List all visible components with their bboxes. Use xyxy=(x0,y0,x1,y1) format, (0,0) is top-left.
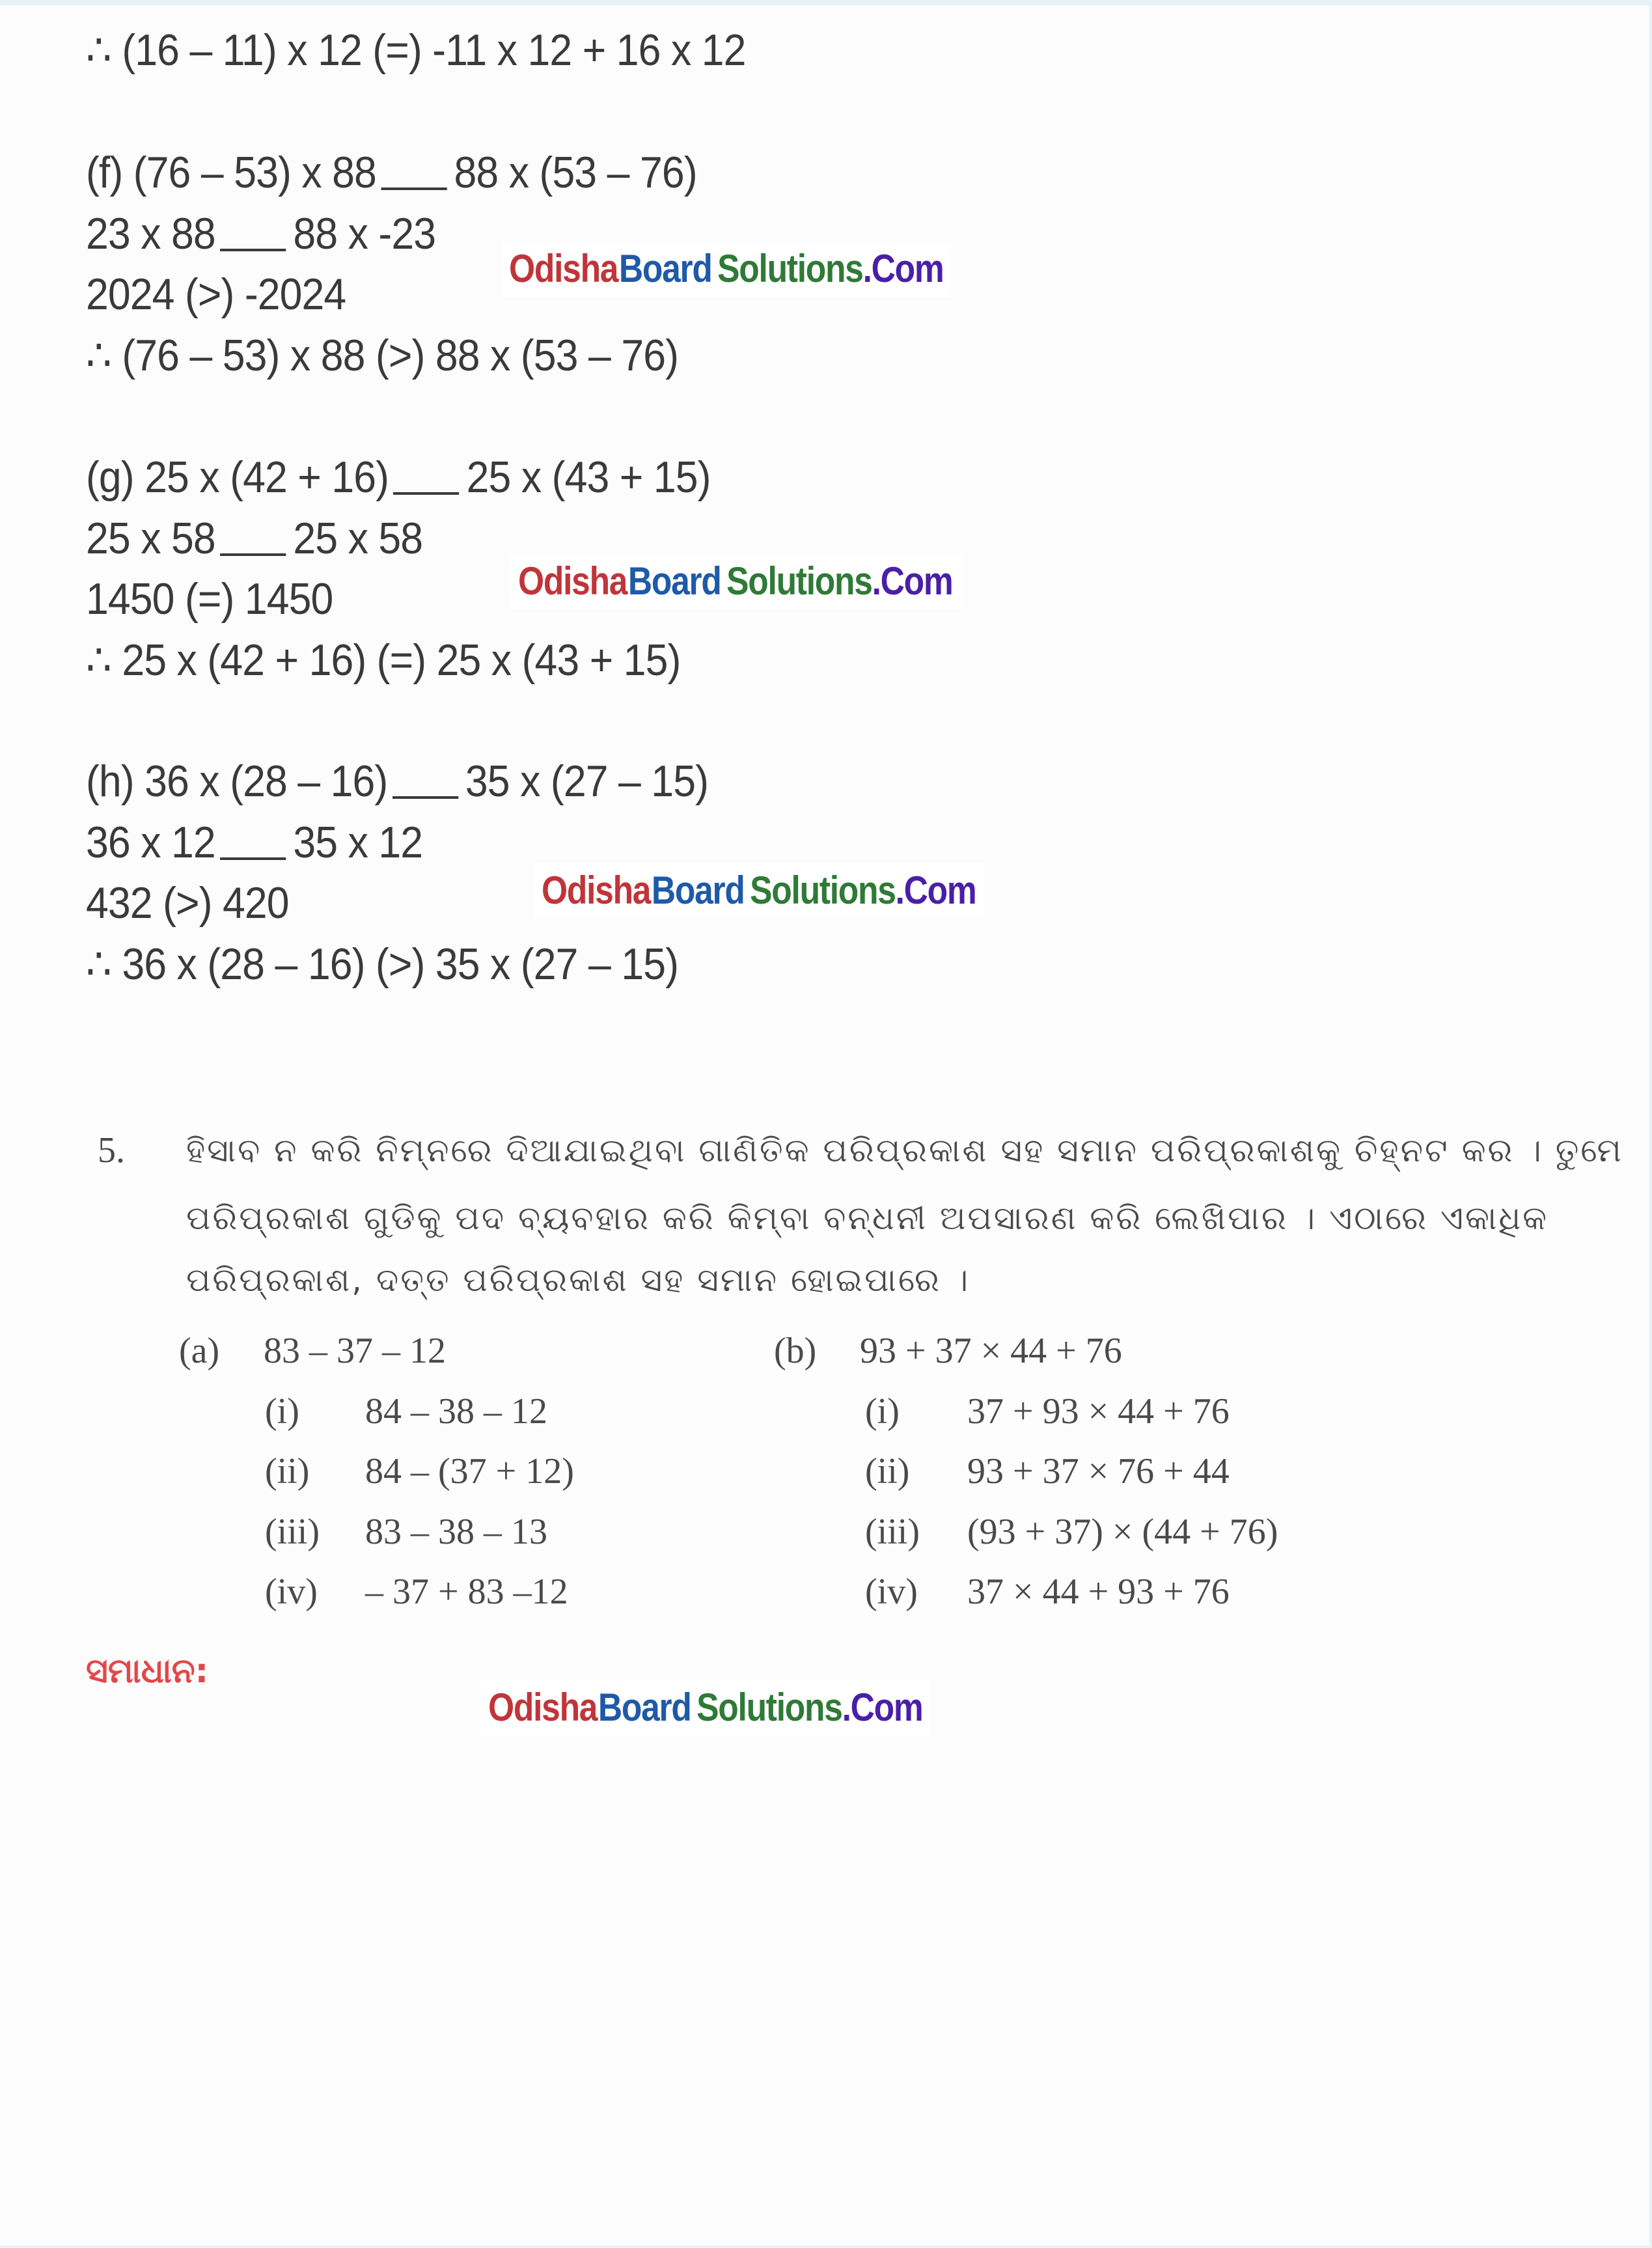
part-b-option-label: (iii) xyxy=(865,1512,920,1552)
part-b-option-value: 93 + 37 × 76 + 44 xyxy=(967,1451,1230,1492)
part-a-option-label: (ii) xyxy=(265,1451,310,1492)
part-b-option-value: (93 + 37) × (44 + 76) xyxy=(967,1512,1278,1552)
question-number: 5. xyxy=(98,1130,125,1171)
section-f-question-left: (f) (76 – 53) x 88 xyxy=(86,148,376,197)
part-a-option-label: (iii) xyxy=(265,1512,320,1552)
part-b-option-value: 37 + 93 × 44 + 76 xyxy=(967,1391,1230,1432)
section-h-conclusion: ∴ 36 x (28 – 16) (>) 35 x (27 – 15) xyxy=(86,939,678,989)
section-e-conclusion: ∴ (16 – 11) x 12 (=) -11 x 12 + 16 x 12 xyxy=(86,25,746,75)
part-b-option-label: (i) xyxy=(865,1391,900,1432)
section-g-step1 xyxy=(86,512,422,564)
solution-label: ସମାଧାନ: xyxy=(86,1652,209,1691)
section-f-step2: 2024 (>) -2024 xyxy=(86,270,346,319)
section-g-question-left: (g) 25 x (42 + 16) xyxy=(86,452,389,502)
section-f-step1 xyxy=(86,208,435,260)
part-a-label: (a) xyxy=(179,1331,220,1371)
watermark: OdishaBoard Solutions.Com xyxy=(534,863,984,919)
section-g-step1-left: 25 x 58 xyxy=(86,514,215,563)
part-a-expression: 83 – 37 – 12 xyxy=(264,1331,446,1371)
question-5-panel xyxy=(83,1113,1561,1634)
answer-blank xyxy=(381,187,447,190)
section-h-step1-right: 35 x 12 xyxy=(293,818,423,867)
answer-blank xyxy=(392,796,458,799)
answer-blank xyxy=(220,553,286,556)
answer-blank xyxy=(393,492,459,495)
section-f-step1-right: 88 x -23 xyxy=(293,209,436,258)
watermark: OdishaBoard Solutions.Com xyxy=(510,553,960,609)
section-h-step2: 432 (>) 420 xyxy=(86,878,289,928)
part-b-option-value: 37 × 44 + 93 + 76 xyxy=(967,1572,1230,1612)
answer-blank xyxy=(220,249,286,251)
part-b-label: (b) xyxy=(774,1331,817,1371)
section-g-question xyxy=(86,451,711,503)
part-b-option-label: (iv) xyxy=(865,1572,918,1612)
section-g-conclusion: ∴ 25 x (42 + 16) (=) 25 x (43 + 15) xyxy=(86,635,681,685)
section-h-step1-left: 36 x 12 xyxy=(86,818,215,867)
section-g-step1-right: 25 x 58 xyxy=(293,514,423,563)
part-a-option-value: – 37 + 83 –12 xyxy=(365,1572,568,1612)
part-a-option-value: 84 – (37 + 12) xyxy=(365,1451,574,1492)
section-h-question-right: 35 x (27 – 15) xyxy=(465,756,709,806)
section-h-question-left: (h) 36 x (28 – 16) xyxy=(86,756,388,806)
section-h-step1 xyxy=(86,816,422,868)
part-a-option-label: (iv) xyxy=(265,1572,318,1612)
part-b-option-label: (ii) xyxy=(865,1451,910,1492)
part-a-option-label: (i) xyxy=(265,1391,299,1432)
question-text-line-1: ହିସାବ ନ କରି ନିମ୍ନରେ ଦିଆଯାଇଥିବା ଗାଣିତିକ ପରିପ୍ରକାଶ ସହ ସମାନ ପରିପ୍ରକାଶକୁ ଚିହ୍ନଟ କର । ତୁମେ xyxy=(186,1131,1623,1169)
question-text-line-3: ପରିପ୍ରକାଶ, ଦତ୍ତ ପରିପ୍ରକାଶ ସହ ସମାନ ହୋଇପାରେ । xyxy=(186,1261,971,1299)
part-b-expression: 93 + 37 × 44 + 76 xyxy=(860,1331,1122,1371)
watermark: OdishaBoard Solutions.Com xyxy=(501,241,951,297)
question-text-line-2: ପରିପ୍ରକାଶ ଗୁଡିକୁ ପଦ ବ୍ୟବହାର କରି କିମ୍ବା ବନ୍ଧନୀ ଅପସାରଣ କରି ଲେଖିପାର । ଏଠାରେ ଏକାଧିକ xyxy=(186,1199,1549,1237)
section-h-question xyxy=(86,755,708,807)
part-a-option-value: 84 – 38 – 12 xyxy=(365,1391,547,1432)
section-f-question xyxy=(86,146,697,199)
section-g-question-right: 25 x (43 + 15) xyxy=(466,452,711,502)
section-f-step1-left: 23 x 88 xyxy=(86,209,215,258)
part-a-option-value: 83 – 38 – 13 xyxy=(365,1512,547,1552)
section-f-question-right: 88 x (53 – 76) xyxy=(454,148,697,197)
watermark: OdishaBoard Solutions.Com xyxy=(480,1680,930,1736)
section-g-step2: 1450 (=) 1450 xyxy=(86,574,333,624)
answer-blank xyxy=(220,857,286,860)
section-f-conclusion: ∴ (76 – 53) x 88 (>) 88 x (53 – 76) xyxy=(86,331,678,380)
